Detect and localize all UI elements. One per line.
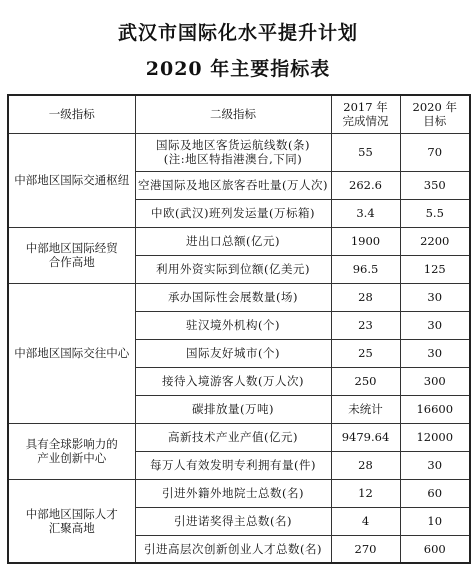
value-2017: 未统计: [331, 395, 400, 423]
header-2017: [331, 95, 400, 133]
value-2020: 60: [400, 479, 470, 507]
group-cell: [8, 423, 135, 479]
metric-name: 国际友好城市(个): [186, 346, 280, 360]
group-cell: [8, 133, 135, 227]
table-row: [8, 283, 470, 311]
metric-name: 接待入境游客人数(万人次): [162, 374, 304, 388]
metric-note: (注:地区特指港澳台,下同): [163, 152, 303, 166]
metric-cell: [135, 367, 331, 395]
metric-cell: [135, 311, 331, 339]
value-2017: 28: [331, 451, 400, 479]
metric-name: 进出口总额(亿元): [186, 234, 280, 248]
metric-name: 每万人有效发明专利拥有量(件): [150, 458, 316, 472]
group-name-line1: 中部地区国际经贸: [25, 241, 118, 255]
group-name-line1: 具有全球影响力的: [25, 437, 118, 451]
metric-name: 引进诺奖得主总数(名): [174, 514, 292, 528]
header-2020-line1: 2020 年: [412, 100, 457, 115]
value-2017: 25: [331, 339, 400, 367]
value-2020: 30: [400, 339, 470, 367]
table-row: [8, 133, 470, 171]
metric-name: 引进外籍外地院士总数(名): [162, 486, 304, 500]
value-2017: 23: [331, 311, 400, 339]
metric-cell: [135, 535, 331, 563]
value-2020: 5.5: [400, 199, 470, 227]
metric-cell: [135, 283, 331, 311]
metric-name: 利用外资实际到位额(亿美元): [156, 262, 310, 276]
value-2020: 12000: [400, 423, 470, 451]
value-2020: 300: [400, 367, 470, 395]
value-2017: 4: [331, 507, 400, 535]
value-2020: 30: [400, 451, 470, 479]
value-2017: 12: [331, 479, 400, 507]
value-2017: 28: [331, 283, 400, 311]
value-2017: 9479.64: [331, 423, 400, 451]
value-2017: 262.6: [331, 171, 400, 199]
value-2017: 3.4: [331, 199, 400, 227]
value-2017: 55: [331, 133, 400, 171]
page-title: 武汉市国际化水平提升计划: [117, 22, 358, 44]
metric-cell: [135, 339, 331, 367]
table-row: [8, 479, 470, 507]
group-name-line2: 合作高地: [48, 255, 95, 269]
value-2020: 70: [400, 133, 470, 171]
metric-cell: [135, 423, 331, 451]
group-cell: [8, 227, 135, 283]
metric-cell: [135, 395, 331, 423]
metric-name: 碳排放量(万吨): [192, 402, 274, 416]
group-name-line2: 汇聚高地: [48, 520, 95, 535]
header-2017-line2: 完成情况: [342, 114, 389, 129]
value-2017: 1900: [331, 227, 400, 255]
value-2020: 10: [400, 507, 470, 535]
metric-cell: [135, 133, 331, 171]
metric-name: 高新技术产业产值(亿元): [168, 430, 298, 444]
page-subtitle: 2020 年主要指标表: [145, 58, 331, 80]
metric-cell: [135, 255, 331, 283]
group-name-line2: 产业创新中心: [37, 451, 107, 465]
table-row: [8, 227, 470, 255]
metric-name: 空港国际及地区旅客吞吐量(万人次): [138, 178, 328, 192]
metric-cell: [135, 199, 331, 227]
header-2017-line1: 2017 年: [343, 100, 388, 115]
value-2020: 350: [400, 171, 470, 199]
value-2017: 96.5: [331, 255, 400, 283]
metric-name: 国际及地区客货运航线数(条): [156, 138, 310, 152]
group-name-line1: 中部地区国际交往中心: [14, 346, 130, 360]
group-name-line1: 中部地区国际交通枢纽: [14, 173, 130, 187]
metric-cell: [135, 507, 331, 535]
table-body: [8, 133, 470, 563]
metric-name: 中欧(武汉)班列发运量(万标箱): [151, 206, 315, 220]
metric-cell: [135, 171, 331, 199]
table-row: [8, 423, 470, 451]
metric-name: 引进高层次创新创业人才总数(名): [144, 541, 322, 556]
header-2020-line2: 目标: [423, 114, 447, 129]
metric-cell: [135, 479, 331, 507]
value-2020: 600: [400, 535, 470, 563]
value-2020: 30: [400, 283, 470, 311]
value-2020: 2200: [400, 227, 470, 255]
header-level2: 二级指标: [135, 95, 331, 133]
header-2020: [400, 95, 470, 133]
metric-cell: [135, 227, 331, 255]
metric-name: 驻汉境外机构(个): [186, 318, 280, 332]
metric-cell: [135, 451, 331, 479]
value-2020: 30: [400, 311, 470, 339]
header-level1: 一级指标: [8, 95, 135, 133]
value-2017: 250: [331, 367, 400, 395]
value-2017: 270: [331, 535, 400, 563]
value-2020: 16600: [400, 395, 470, 423]
group-cell: [8, 479, 135, 563]
group-cell: [8, 283, 135, 423]
indicator-table: [7, 94, 471, 564]
header-row: [8, 95, 470, 133]
metric-name: 承办国际性会展数量(场): [168, 290, 298, 304]
group-name-line1: 中部地区国际人才: [25, 506, 118, 521]
value-2020: 125: [400, 255, 470, 283]
